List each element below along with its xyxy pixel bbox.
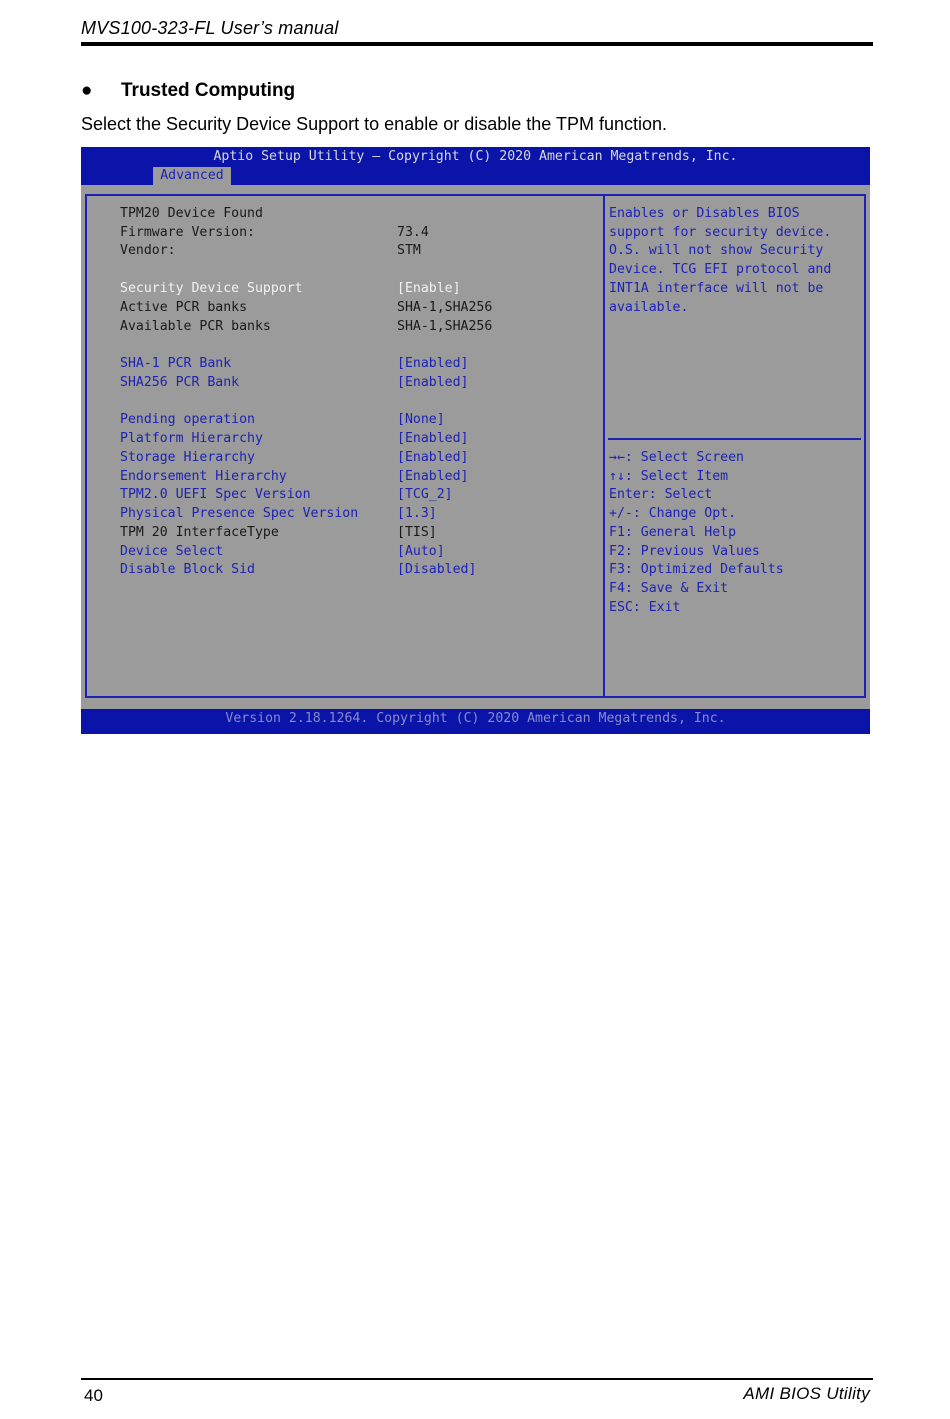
key-help-f4: F4: Save & Exit xyxy=(609,581,729,596)
help-text-line: support for security device. xyxy=(609,225,832,240)
setting-value[interactable]: [Auto] xyxy=(397,544,445,559)
setting-label: SHA256 PCR Bank xyxy=(120,375,240,390)
header-rule xyxy=(81,42,873,46)
setting-value[interactable]: [Disabled] xyxy=(397,562,477,577)
setting-value: STM xyxy=(397,243,421,258)
setting-label: Disable Block Sid xyxy=(120,562,255,577)
bios-screenshot xyxy=(81,147,870,734)
setting-tpm20-uefi-spec-version[interactable] xyxy=(120,485,453,504)
setting-value: [TIS] xyxy=(397,525,437,540)
footer-rule xyxy=(81,1378,873,1380)
bios-title-bar xyxy=(81,147,870,185)
setting-label: Physical Presence Spec Version xyxy=(120,506,359,521)
setting-pending-operation[interactable] xyxy=(120,410,445,429)
key-help-f1: F1: General Help xyxy=(609,525,737,540)
setting-label: SHA-1 PCR Bank xyxy=(120,356,232,371)
help-text-line: INT1A interface will not be xyxy=(609,281,824,296)
setting-value[interactable]: [None] xyxy=(397,412,445,427)
setting-value[interactable]: [TCG_2] xyxy=(397,487,453,502)
bios-title: Aptio Setup Utility – Copyright (C) 2020 American Megatrends, Inc. xyxy=(213,149,738,164)
setting-endorsement-hierarchy[interactable] xyxy=(120,467,469,486)
setting-label: TPM2.0 UEFI Spec Version xyxy=(120,487,311,502)
key-help-select-item: ↑↓: Select Item xyxy=(609,469,729,484)
setting-value: SHA-1,SHA256 xyxy=(397,319,493,334)
section-title: Trusted Computing xyxy=(121,80,296,101)
setting-label: Security Device Support xyxy=(120,281,303,296)
setting-label: Endorsement Hierarchy xyxy=(120,469,287,484)
bios-version-bar: Version 2.18.1264. Copyright (C) 2020 American Megatrends, Inc. xyxy=(81,709,870,734)
setting-value[interactable]: [Enabled] xyxy=(397,450,469,465)
help-text-line: Device. TCG EFI protocol and xyxy=(609,262,832,277)
setting-label: Device Select xyxy=(120,544,224,559)
setting-label: Active PCR banks xyxy=(120,300,248,315)
page-number: 40 xyxy=(84,1386,103,1405)
setting-tpm20-interface-type xyxy=(120,523,437,542)
setting-value[interactable]: [Enable] xyxy=(397,281,461,296)
setting-storage-hierarchy[interactable] xyxy=(120,448,469,467)
setting-label: Pending operation xyxy=(120,412,255,427)
setting-label: TPM20 Device Found xyxy=(120,206,263,221)
setting-tpm20-device-found xyxy=(120,204,263,223)
page-header-title: MVS100-323-FL User’s manual xyxy=(81,18,339,38)
setting-value[interactable]: [Enabled] xyxy=(397,469,469,484)
key-help-esc: ESC: Exit xyxy=(609,600,681,615)
setting-physical-presence-spec-version[interactable] xyxy=(120,504,437,523)
help-divider xyxy=(608,438,861,440)
setting-platform-hierarchy[interactable] xyxy=(120,429,469,448)
help-text-line: O.S. will not show Security xyxy=(609,243,824,258)
chapter-title: AMI BIOS Utility xyxy=(743,1384,870,1403)
setting-label: Available PCR banks xyxy=(120,319,271,334)
setting-device-select[interactable] xyxy=(120,542,445,561)
setting-sha1-pcr-bank[interactable] xyxy=(120,354,469,373)
setting-value: SHA-1,SHA256 xyxy=(397,300,493,315)
setting-sha256-pcr-bank[interactable] xyxy=(120,373,469,392)
setting-value[interactable]: [1.3] xyxy=(397,506,437,521)
setting-label: Vendor: xyxy=(120,243,176,258)
setting-value: 73.4 xyxy=(397,225,429,240)
help-text-line: available. xyxy=(609,300,689,315)
setting-vendor xyxy=(120,241,421,260)
setting-label: Platform Hierarchy xyxy=(120,431,263,446)
key-help-enter: Enter: Select xyxy=(609,487,713,502)
setting-active-pcr-banks xyxy=(120,298,493,317)
key-help-change-opt: +/-: Change Opt. xyxy=(609,506,737,521)
setting-available-pcr-banks xyxy=(120,317,493,336)
setting-value[interactable]: [Enabled] xyxy=(397,431,469,446)
setting-security-device-support[interactable] xyxy=(120,279,461,298)
setting-value[interactable]: [Enabled] xyxy=(397,356,469,371)
setting-label: TPM 20 InterfaceType xyxy=(120,525,279,540)
key-help-select-screen: →←: Select Screen xyxy=(609,450,744,465)
setting-label: Firmware Version: xyxy=(120,225,255,240)
setting-label: Storage Hierarchy xyxy=(120,450,255,465)
setting-disable-block-sid[interactable] xyxy=(120,560,477,579)
intro-paragraph: Select the Security Device Support to enable or disable the TPM function. xyxy=(81,114,667,134)
setting-value[interactable]: [Enabled] xyxy=(397,375,469,390)
section-heading xyxy=(81,80,295,102)
setting-firmware-version xyxy=(120,223,429,242)
key-help-f2: F2: Previous Values xyxy=(609,544,760,559)
help-text-line: Enables or Disables BIOS xyxy=(609,206,800,221)
key-help-f3: F3: Optimized Defaults xyxy=(609,562,784,577)
tab-advanced[interactable]: Advanced xyxy=(153,167,231,185)
bullet-icon: ● xyxy=(81,80,93,101)
